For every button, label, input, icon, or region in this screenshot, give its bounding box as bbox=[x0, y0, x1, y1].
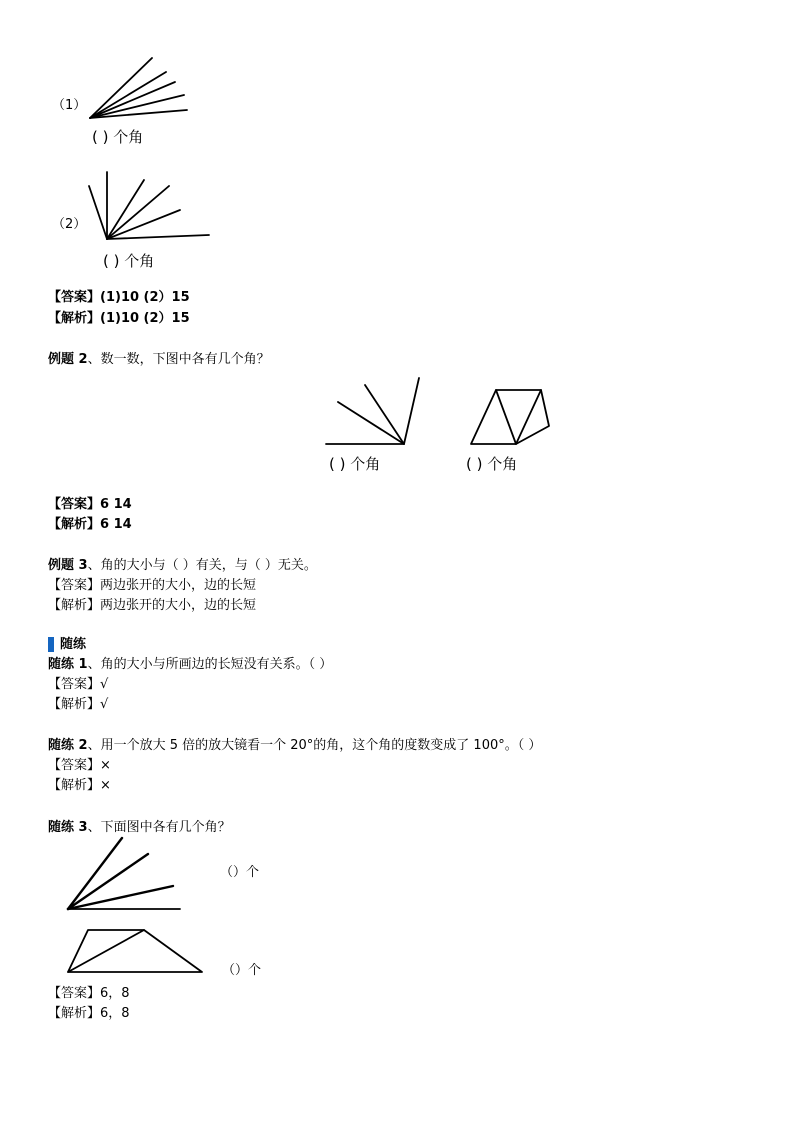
ex3-analysis bbox=[48, 597, 256, 615]
trapezoid-diagram bbox=[62, 926, 212, 976]
question-text: 、用一个放大 5 倍的放大镜看一个 20°的角，这个角的度数变成了 100°。（ ） bbox=[87, 738, 542, 753]
question-number: 例题 2 bbox=[48, 352, 88, 367]
p2-question bbox=[48, 737, 541, 755]
analysis-tag: 【解析】 bbox=[48, 1006, 101, 1021]
practice-header: 随练 bbox=[60, 637, 87, 652]
analysis-text: 6 14 bbox=[100, 517, 132, 532]
polygon-diagram-1 bbox=[464, 384, 564, 454]
fan-diagram-1 bbox=[80, 52, 200, 132]
section-accent-bar bbox=[48, 637, 54, 652]
item-1-blank: ( ) 个角 bbox=[92, 128, 144, 146]
p1-analysis bbox=[48, 696, 108, 714]
p3-analysis bbox=[48, 1005, 130, 1023]
answer-text: (1)10 (2）15 bbox=[100, 290, 190, 305]
answer-text: × bbox=[100, 758, 111, 773]
question-text: 、角的大小与所画边的长短没有关系。（ ） bbox=[87, 657, 333, 672]
p3-blank-top: （）个 bbox=[220, 865, 260, 880]
analysis-text: 6，8 bbox=[100, 1006, 130, 1021]
item-2-blank: ( ) 个角 bbox=[103, 252, 155, 270]
p2-answer bbox=[48, 757, 111, 775]
analysis-text: 两边张开的大小，边的长短 bbox=[100, 598, 257, 613]
fan-diagram-3 bbox=[320, 374, 430, 454]
answer-text: 6，8 bbox=[100, 986, 130, 1001]
answer-text: √ bbox=[100, 677, 109, 692]
answer-tag: 【答案】 bbox=[48, 578, 101, 593]
question-text: 、角的大小与（ ）有关，与（ ）无关。 bbox=[87, 558, 317, 573]
ex1-analysis bbox=[48, 310, 190, 328]
p2-analysis bbox=[48, 777, 111, 795]
answer-tag: 【答案】 bbox=[48, 497, 101, 512]
ex2-question bbox=[48, 351, 270, 369]
question-text: 、下面图中各有几个角？ bbox=[87, 820, 231, 835]
ex2-blank-right: ( ) 个角 bbox=[466, 455, 518, 473]
item-2-label: （2） bbox=[52, 217, 87, 232]
analysis-tag: 【解析】 bbox=[48, 778, 101, 793]
ex3-answer bbox=[48, 577, 256, 595]
answer-text: 6 14 bbox=[100, 497, 132, 512]
analysis-text: (1)10 (2）15 bbox=[100, 311, 190, 326]
question-text: 、数一数，下图中各有几个角？ bbox=[87, 352, 270, 367]
p1-answer bbox=[48, 676, 108, 694]
question-number: 随练 1 bbox=[48, 657, 88, 672]
ex2-analysis bbox=[48, 516, 132, 534]
answer-text: 两边张开的大小，边的长短 bbox=[100, 578, 257, 593]
fan-diagram-4 bbox=[60, 834, 190, 914]
ex1-answer bbox=[48, 289, 190, 307]
question-number: 随练 2 bbox=[48, 738, 88, 753]
analysis-text: √ bbox=[100, 697, 109, 712]
answer-tag: 【答案】 bbox=[48, 290, 101, 305]
analysis-text: × bbox=[100, 778, 111, 793]
answer-tag: 【答案】 bbox=[48, 677, 101, 692]
ex2-answer bbox=[48, 496, 132, 514]
question-number: 随练 3 bbox=[48, 820, 88, 835]
p1-question bbox=[48, 656, 332, 674]
analysis-tag: 【解析】 bbox=[48, 697, 101, 712]
analysis-tag: 【解析】 bbox=[48, 517, 101, 532]
ex3-question bbox=[48, 557, 317, 575]
analysis-tag: 【解析】 bbox=[48, 598, 101, 613]
answer-tag: 【答案】 bbox=[48, 758, 101, 773]
p3-answer bbox=[48, 985, 130, 1003]
ex2-blank-left: ( ) 个角 bbox=[329, 455, 381, 473]
answer-tag: 【答案】 bbox=[48, 986, 101, 1001]
item-1-label: （1） bbox=[52, 98, 87, 113]
fan-diagram-2 bbox=[84, 168, 224, 258]
question-number: 例题 3 bbox=[48, 558, 88, 573]
analysis-tag: 【解析】 bbox=[48, 311, 101, 326]
p3-blank-bottom: （）个 bbox=[222, 963, 262, 978]
